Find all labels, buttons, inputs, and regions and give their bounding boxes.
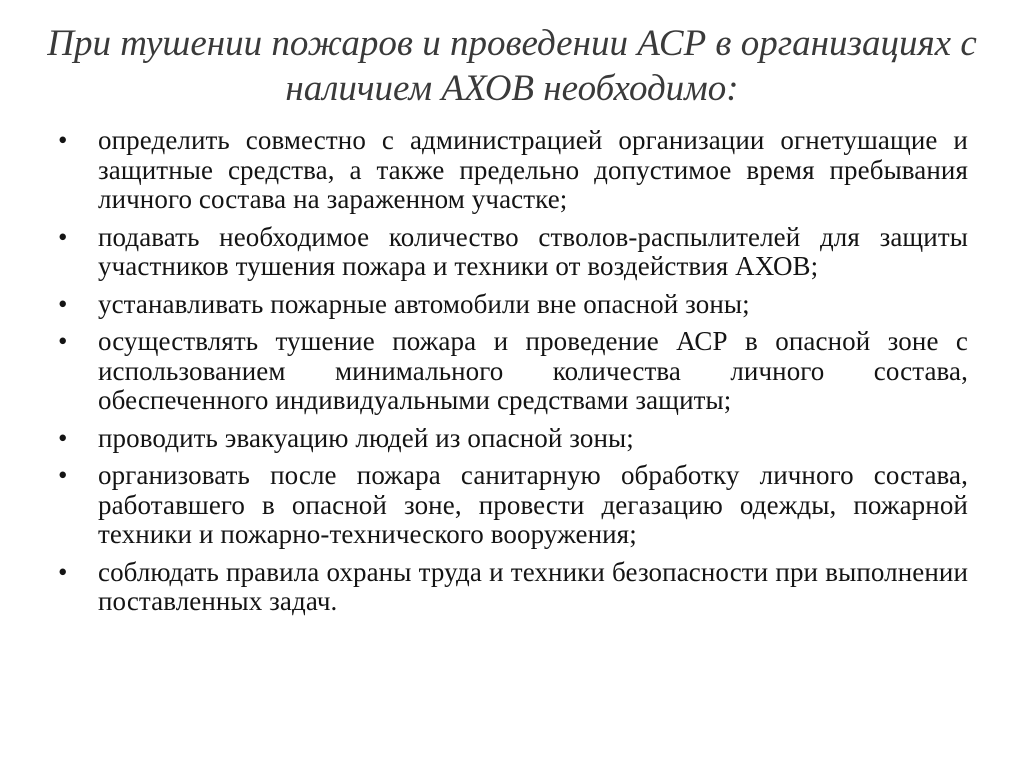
list-item [58,461,968,550]
list-item [58,223,968,282]
list-item-text: осуществлять тушение пожара и проведение АСР в опасной зоне с использованием минимального количества личного состава, обеспеченного индивидуальными средствами защиты; [98,326,968,415]
bullet-icon: • [58,422,68,453]
list-item [58,290,968,320]
bullet-icon: • [58,556,68,587]
list-item-text: проводить эвакуацию людей из опасной зоны; [98,422,634,453]
list-item [58,327,968,416]
list-item [58,126,968,215]
bullet-icon: • [58,288,68,319]
slide-title: При тушении пожаров и проведении АСР в организациях с наличием АХОВ необходимо: [47,23,977,109]
list-item [58,558,968,617]
list-item-text: устанавливать пожарные автомобили вне опасной зоны; [98,288,750,319]
list-item-text: организовать после пожара санитарную обработку личного состава, работавшего в опасной зоне, провести дегазацию одежды, пожарной техники и пожарно-технического вооружения; [98,460,968,549]
bullet-icon: • [58,460,68,490]
list-item-text: подавать необходимое количество стволов-распылителей для защиты участников тушения пожара и техники от воздействия АХОВ; [98,221,968,281]
list-item [58,424,968,454]
bullet-icon: • [58,221,68,252]
bullet-icon: • [58,125,68,155]
list-item-text: соблюдать правила охраны труда и техники безопасности при выполнении поставленных задач. [98,556,968,616]
bullet-list [58,126,968,625]
list-item-text: определить совместно с администрацией организации огнетушащие и защитные средства, а также предельно допустимое время пребывания личного состава на зараженном участке; [98,125,968,214]
bullet-icon: • [58,326,68,356]
